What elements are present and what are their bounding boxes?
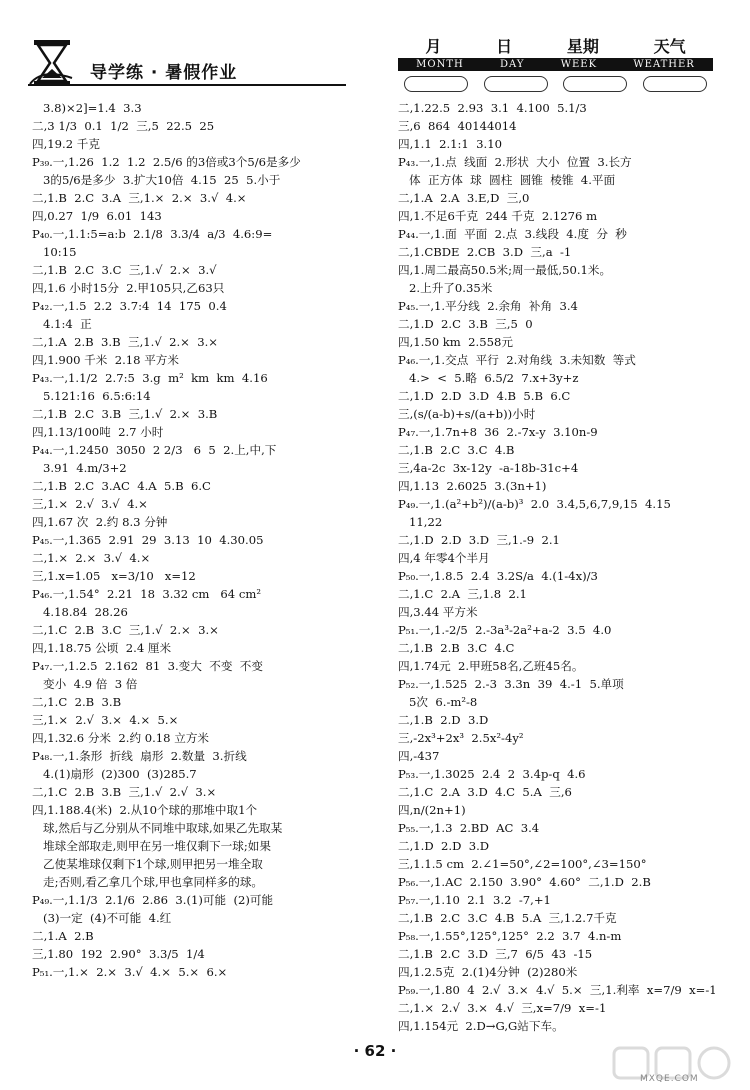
answer-line: P₃₉.一,1.26 1.2 1.2 2.5/6 的3倍或3个5/6是多少 bbox=[32, 155, 301, 169]
answer-line: 堆球全部取走,则甲在另一堆仅剩下一球;如果 bbox=[32, 839, 271, 853]
answer-line: 三,(s/(a-b)+s/(a+b))小时 bbox=[398, 407, 536, 421]
answer-line: (3)一定 (4)不可能 4.红 bbox=[32, 911, 172, 925]
answer-line: P₄₄.一,1.面 平面 2.点 3.线段 4.度 分 秒 bbox=[398, 227, 627, 241]
answer-line: 四,1.74元 2.甲班58名,乙班45名。 bbox=[398, 659, 584, 673]
week-label-en: WEEK bbox=[560, 59, 598, 70]
answer-line: 四,1.6 小时15分 2.甲105只,乙63只 bbox=[32, 281, 225, 295]
answer-line: 二,1.B 2.D 3.D bbox=[398, 713, 489, 727]
answer-line: 4.> < 5.略 6.5/2 7.x+3y+z bbox=[398, 371, 579, 385]
answer-line: 11,22 bbox=[398, 515, 443, 529]
answer-line: P₅₉.一,1.80 4 2.√ 3.× 4.√ 5.× 三,1.利率 x=7/9 x=-1 bbox=[398, 983, 717, 997]
answer-line: 二,1.A 2.A 3.E,D 三,0 bbox=[398, 191, 530, 205]
answer-line: 三,1.× 2.√ 3.√ 4.× bbox=[32, 497, 148, 511]
answer-line: P₄₈.一,1.条形 折线 扇形 2.数量 3.折线 bbox=[32, 749, 247, 763]
answer-line: 二,1.× 2.√ 3.× 4.√ 三,x=7/9 x=-1 bbox=[398, 1001, 607, 1015]
answer-line: P₅₁.一,1.-2/5 2.-3a³-2a²+a-2 3.5 4.0 bbox=[398, 623, 612, 637]
answer-line: 三,6 864 40144014 bbox=[398, 119, 517, 133]
answer-line: 三,1.1.5 cm 2.∠1=50°,∠2=100°,∠3=150° bbox=[398, 857, 647, 871]
weather-label: 天气 bbox=[653, 37, 686, 56]
answer-line: P₅₆.一,1.AC 2.150 3.90° 4.60° 二,1.D 2.B bbox=[398, 875, 651, 889]
answer-line: 二,1.C 2.B 3.C 三,1.√ 2.× 3.× bbox=[32, 623, 219, 637]
month-label-en: MONTH bbox=[416, 59, 464, 70]
answer-line: 3.91 4.m/3+2 bbox=[32, 461, 127, 475]
answer-line: P₅₁.一,1.× 2.× 3.√ 4.× 5.× 6.× bbox=[32, 965, 228, 979]
answer-line: P₅₇.一,1.10 2.1 3.2 -7,+1 bbox=[398, 893, 551, 907]
answer-line: 二,1.B 2.C 3.AC 4.A 5.B 6.C bbox=[32, 479, 211, 493]
answer-line: 四,1.13 2.6025 3.(3n+1) bbox=[398, 479, 547, 493]
answer-line: 2.上升了0.35米 bbox=[398, 281, 493, 295]
answer-line: 四,1.154元 2.D→G,G站下车。 bbox=[398, 1019, 564, 1033]
answer-line: 四,n/(2n+1) bbox=[398, 803, 466, 817]
answer-line: 体 正方体 球 圆柱 圆锥 棱锥 4.平面 bbox=[398, 173, 616, 187]
hourglass-icon bbox=[28, 38, 76, 88]
answer-line: 四,1.32.6 分米 2.约 0.18 立方米 bbox=[32, 731, 210, 745]
answer-line: P₄₇.一,1.2.5 2.162 81 3.变大 不变 不变 bbox=[32, 659, 263, 673]
answer-line: P₅₈.一,1.55°,125°,125° 2.2 3.7 4.n-m bbox=[398, 929, 622, 943]
answer-line: 三,1.× 2.√ 3.× 4.× 5.× bbox=[32, 713, 179, 727]
answer-line: 四,3.44 平方米 bbox=[398, 605, 478, 619]
answer-line: 二,1.D 2.C 3.B 三,5 0 bbox=[398, 317, 533, 331]
answer-line: 4.1:4 正 bbox=[32, 317, 92, 331]
answer-line: 四,1.900 千米 2.18 平方米 bbox=[32, 353, 179, 367]
header-rule bbox=[28, 84, 346, 86]
answer-line: 二,1.B 2.C 3.C 4.B 5.A 三,1.2.7千克 bbox=[398, 911, 617, 925]
answer-line: 三,-2x³+2x³ 2.5x²-4y² bbox=[398, 731, 524, 745]
answer-line: 3.8)×2]=1.4 3.3 bbox=[32, 101, 142, 115]
answer-line: 4.18.84 28.26 bbox=[32, 605, 128, 619]
answer-line: 四,1.18.75 公顷 2.4 厘米 bbox=[32, 641, 172, 655]
month-slot bbox=[404, 76, 468, 92]
answer-line: 三,4a-2c 3x-12y -a-18b-31c+4 bbox=[398, 461, 579, 475]
answer-line: 3的5/6是多少 3.扩大10倍 4.15 25 5.小于 bbox=[32, 173, 281, 187]
answer-line: 三,1.x=1.05 x=3/10 x=12 bbox=[32, 569, 196, 583]
answer-line: 二,1.22.5 2.93 3.1 4.100 5.1/3 bbox=[398, 101, 587, 115]
month-label: 月 bbox=[425, 37, 442, 56]
answer-line: P₅₂.一,1.525 2.-3 3.3n 39 4.-1 5.单项 bbox=[398, 677, 624, 691]
answer-line: P₅₃.一,1.3025 2.4 2 3.4p-q 4.6 bbox=[398, 767, 586, 781]
weather-slot bbox=[643, 76, 707, 92]
answer-line: 四,1.1 2.1:1 3.10 bbox=[398, 137, 502, 151]
answer-line: 5.121:16 6.5:6:14 bbox=[32, 389, 151, 403]
answer-line: P₄₆.一,1.54° 2.21 18 3.32 cm 64 cm² bbox=[32, 587, 261, 601]
weather-label-en: WEATHER bbox=[633, 59, 695, 70]
answer-line: 四,1.67 次 2.约 8.3 分钟 bbox=[32, 515, 168, 529]
answer-line: 二,1.B 2.C 3.D 三,7 6/5 43 -15 bbox=[398, 947, 593, 961]
answer-line: 二,1.C 2.B 3.B 三,1.√ 2.√ 3.× bbox=[32, 785, 217, 799]
answer-line: P₄₄.一,1.2450 3050 2 2/3 6 5 2.上,中,下 bbox=[32, 443, 277, 457]
answer-line: 二,1.C 2.A 三,1.8 2.1 bbox=[398, 587, 527, 601]
answer-line: 4.(1)扇形 (2)300 (3)285.7 bbox=[32, 767, 197, 781]
answer-line: 二,3 1/3 0.1 1/2 三,5 22.5 25 bbox=[32, 119, 215, 133]
answer-line: 走;否则,看乙拿几个球,甲也拿同样多的球。 bbox=[32, 875, 264, 889]
answer-line: P₄₉.一,1.1/3 2.1/6 2.86 3.(1)可能 (2)可能 bbox=[32, 893, 274, 907]
answer-line: 四,1.50 km 2.558元 bbox=[398, 335, 513, 349]
answer-line: P₄₂.一,1.5 2.2 3.7:4 14 175 0.4 bbox=[32, 299, 227, 313]
answer-line: 四,1.188.4(米) 2.从10个球的那堆中取1个 bbox=[32, 803, 258, 817]
answer-line: 二,1.× 2.× 3.√ 4.× bbox=[32, 551, 151, 565]
answers-left-column bbox=[32, 100, 390, 982]
watermark-text: MXQE.COM bbox=[640, 1074, 699, 1084]
brand-title: 导学练 · 暑假作业 bbox=[90, 63, 238, 83]
answer-line: 5次 6.-m²-8 bbox=[398, 695, 478, 709]
day-label-en: DAY bbox=[500, 59, 525, 70]
week-label: 星期 bbox=[566, 37, 599, 56]
answer-line: 二,1.CBDE 2.CB 3.D 三,a -1 bbox=[398, 245, 572, 259]
answer-line: 四,0.27 1/9 6.01 143 bbox=[32, 209, 162, 223]
day-label: 日 bbox=[496, 37, 513, 56]
answer-line: 四,4 年零4个半月 bbox=[398, 551, 490, 565]
answer-line: 二,1.B 2.C 3.C 三,1.√ 2.× 3.√ bbox=[32, 263, 217, 277]
answer-line: 二,1.C 2.A 3.D 4.C 5.A 三,6 bbox=[398, 785, 572, 799]
answer-line: 四,19.2 千克 bbox=[32, 137, 100, 151]
answers-right-column bbox=[398, 100, 733, 1036]
answer-line: P₄₆.一,1.交点 平行 2.对角线 3.未知数 等式 bbox=[398, 353, 636, 367]
answer-line: P₄₀.一,1.1:5=a:b 2.1/8 3.3/4 a/3 4.6:9= bbox=[32, 227, 273, 241]
answer-line: 二,1.C 2.B 3.B bbox=[32, 695, 122, 709]
answer-line: 变小 4.9 倍 3 倍 bbox=[32, 677, 138, 691]
answer-line: 四,1.2.5克 2.(1)4分钟 (2)280米 bbox=[398, 965, 578, 979]
answer-line: 球,然后与乙分别从不同堆中取球,如果乙先取某 bbox=[32, 821, 283, 835]
answer-line: P₅₅.一,1.3 2.BD AC 3.4 bbox=[398, 821, 540, 835]
answer-line: P₄₉.一,1.(a²+b²)/(a-b)³ 2.0 3.4,5,6,7,9,15 4.15 bbox=[398, 497, 671, 511]
answer-line: 乙使某堆球仅剩下1个球,则甲把另一堆全取 bbox=[32, 857, 263, 871]
answer-line: 10:15 bbox=[32, 245, 77, 259]
answer-line: 二,1.D 2.D 3.D 三,1.-9 2.1 bbox=[398, 533, 560, 547]
week-slot bbox=[563, 76, 627, 92]
answer-line: 二,1.B 2.C 3.A 三,1.× 2.× 3.√ 4.× bbox=[32, 191, 247, 205]
answer-line: 二,1.B 2.C 3.B 三,1.√ 2.× 3.B bbox=[32, 407, 218, 421]
answer-line: 四,1.13/100吨 2.7 小时 bbox=[32, 425, 164, 439]
answer-line: 四,-437 bbox=[398, 749, 440, 763]
answer-line: 四,1.不足6千克 244 千克 2.1276 m bbox=[398, 209, 598, 223]
answer-line: P₄₇.一,1.7n+8 36 2.-7x-y 3.10n-9 bbox=[398, 425, 598, 439]
answer-line: 二,1.B 2.C 3.C 4.B bbox=[398, 443, 515, 457]
answer-line: 四,1.周二最高50.5米;周一最低,50.1米。 bbox=[398, 263, 612, 277]
answer-line: 三,1.80 192 2.90° 3.3/5 1/4 bbox=[32, 947, 205, 961]
answer-line: 二,1.B 2.B 3.C 4.C bbox=[398, 641, 515, 655]
answer-line: P₄₅.一,1.365 2.91 29 3.13 10 4.30.05 bbox=[32, 533, 264, 547]
answer-line: 二,1.A 2.B bbox=[32, 929, 94, 943]
answer-line: 二,1.D 2.D 3.D bbox=[398, 839, 490, 853]
day-slot bbox=[484, 76, 548, 92]
answer-line: P₅₀.一,1.8.5 2.4 3.2S/a 4.(1-4x)/3 bbox=[398, 569, 598, 583]
answer-line: P₄₃.一,1.点 线面 2.形状 大小 位置 3.长方 bbox=[398, 155, 632, 169]
answer-line: 二,1.A 2.B 3.B 三,1.√ 2.× 3.× bbox=[32, 335, 219, 349]
answer-line: 二,1.D 2.D 3.D 4.B 5.B 6.C bbox=[398, 389, 571, 403]
page-number: · 62 · bbox=[353, 1042, 397, 1060]
answer-line: P₄₃.一,1.1/2 2.7:5 3.g m² km km 4.16 bbox=[32, 371, 268, 385]
answer-line: P₄₅.一,1.平分线 2.余角 补角 3.4 bbox=[398, 299, 578, 313]
date-bar bbox=[398, 34, 713, 92]
